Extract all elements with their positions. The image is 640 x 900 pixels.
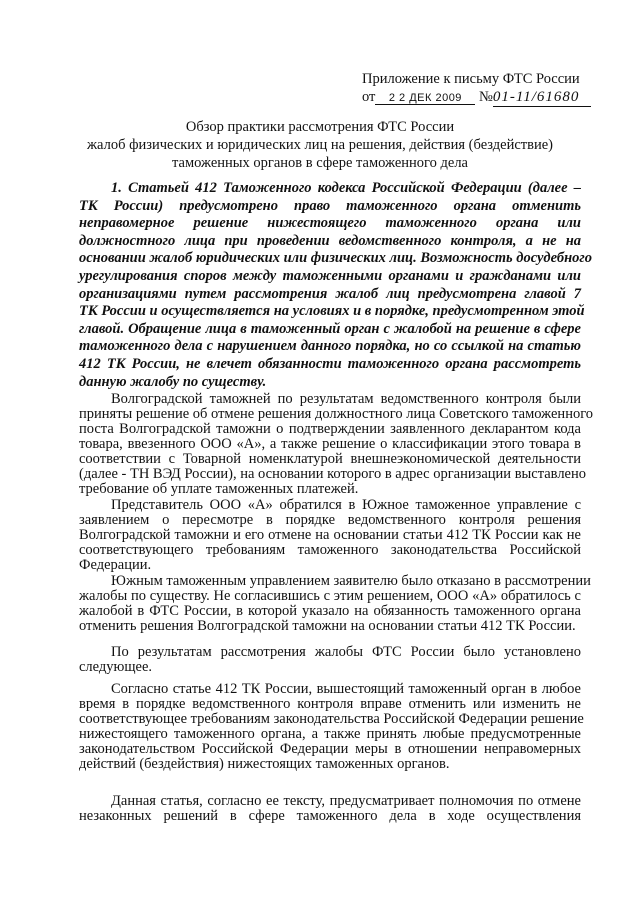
text-line: соответствии с Товарной номенклатурой внешнеэкономической деятельности — [79, 451, 581, 467]
letter-reference — [362, 89, 591, 107]
text-line: 1. Статьей 412 Таможенного кодекса Российской Федерации (далее – — [111, 180, 581, 196]
text-line: отменить решения Волгоградской таможни на основании статьи 412 ТК России. — [79, 618, 576, 634]
text-line: ТК России) предусмотрено право таможенного органа отменить — [79, 197, 581, 214]
text-line: Федерации. — [79, 557, 152, 573]
text-line: (далее - ТН ВЭД России), на основании которого в адрес организации выставлено — [79, 466, 587, 482]
letter-number: 01-11/61680 — [493, 89, 591, 107]
from-label: от — [362, 89, 376, 105]
text-line: таможенного дела с нарушением данного порядка, но со ссылкой на статью — [79, 338, 581, 355]
text-line: заявлением о пересмотре в порядке ведомственного контроля решения — [79, 512, 581, 528]
text-line: Волгоградской таможней по результатам ведомственного контроля были — [111, 391, 581, 407]
text-line: Волгоградской таможни и его отмене на основании статьи 412 ТК России как не — [79, 527, 581, 543]
text-line: главой. Обращение лица в таможенный орган с жалобой на решение в сфере — [79, 320, 581, 337]
paragraph — [79, 180, 593, 391]
paragraph — [79, 498, 581, 573]
text-line: соответствующее требованиям законодательства Российской Федерации решение — [79, 711, 584, 727]
paragraph — [79, 645, 581, 675]
text-line: жалобой в ФТС России, в которой указало на обязанность таможенного органа — [79, 603, 581, 619]
letter-date: 2 2 ДЕК 2009 — [375, 92, 475, 105]
text-line: требование об уплате таможенных платежей. — [79, 481, 359, 497]
text-line: незаконных решений в сфере таможенного дела в ходе осуществления — [79, 808, 581, 824]
text-line: соответствующего требованиям таможенного законодательства Российской — [79, 542, 581, 558]
text-line: поста Волгоградской таможни о подтверждении заявленного декларантом кода — [79, 421, 581, 437]
text-line: Согласно статье 412 ТК России, вышестоящий таможенный орган в любое — [111, 681, 581, 697]
text-line: приняты решение об отмене решения должностного лица Советского таможенного — [79, 406, 594, 422]
text-line: организациями путем рассмотрения жалоб лиц предусмотрена главой 7 — [79, 285, 581, 302]
paragraph — [79, 794, 581, 824]
text-line: действий (бездействия) нижестоящих таможенных органов. — [79, 756, 450, 772]
paragraph — [79, 391, 594, 497]
attachment-header: Приложение к письму ФТС России — [362, 71, 580, 87]
text-line: 412 ТК России, не влечет обязанности таможенного органа рассмотреть — [79, 355, 581, 372]
text-line: следующее. — [79, 659, 153, 675]
document-title — [0, 118, 640, 172]
number-label: № — [479, 89, 493, 105]
text-line: По результатам рассмотрения жалобы ФТС России было установлено — [111, 644, 581, 660]
title-line: жалоб физических и юридических лиц на решения, действия (бездействие) — [87, 137, 553, 153]
text-line: урегулирования споров между таможенными органами и гражданами или — [79, 267, 581, 284]
text-line: должностного лица при проведении ведомственного контроля, а не на — [79, 232, 581, 249]
title-line: Обзор практики рассмотрения ФТС России — [185, 119, 455, 135]
text-line: законодательством Российской Федерации меры в отношении неправомерных — [79, 741, 581, 757]
paragraph — [79, 681, 584, 772]
text-line: Данная статья, согласно ее тексту, предусматривает полномочия по отмене — [111, 793, 581, 809]
paragraph — [79, 573, 591, 634]
text-line: нижестоящего таможенного органа, а также принять любые предусмотренные — [79, 726, 581, 742]
text-line: данную жалобу по существу. — [79, 373, 267, 390]
text-line: время в порядке ведомственного контроля вправе отменить или изменить не — [79, 696, 581, 712]
text-line: товара, ввезенного ООО «А», а также решение о классификации этого товара в — [79, 436, 581, 452]
text-line: Представитель ООО «А» обратился в Южное таможенное управление с — [111, 497, 581, 513]
text-line: жалобы по существу. Не согласившись с этим решением, ООО «А» обратилось с — [79, 588, 581, 604]
text-line: ТК России и осуществляется на условиях и в порядке, предусмотренном этой — [79, 303, 585, 320]
text-line: Южным таможенным управлением заявителю было отказано в рассмотрении — [111, 573, 591, 589]
title-line: таможенных органов в сфере таможенного дела — [172, 155, 468, 171]
text-line: неправомерное решение нижестоящего таможенного органа или — [79, 215, 581, 232]
text-line: основании жалоб юридических или физических лиц. Возможность досудебного — [79, 250, 593, 267]
